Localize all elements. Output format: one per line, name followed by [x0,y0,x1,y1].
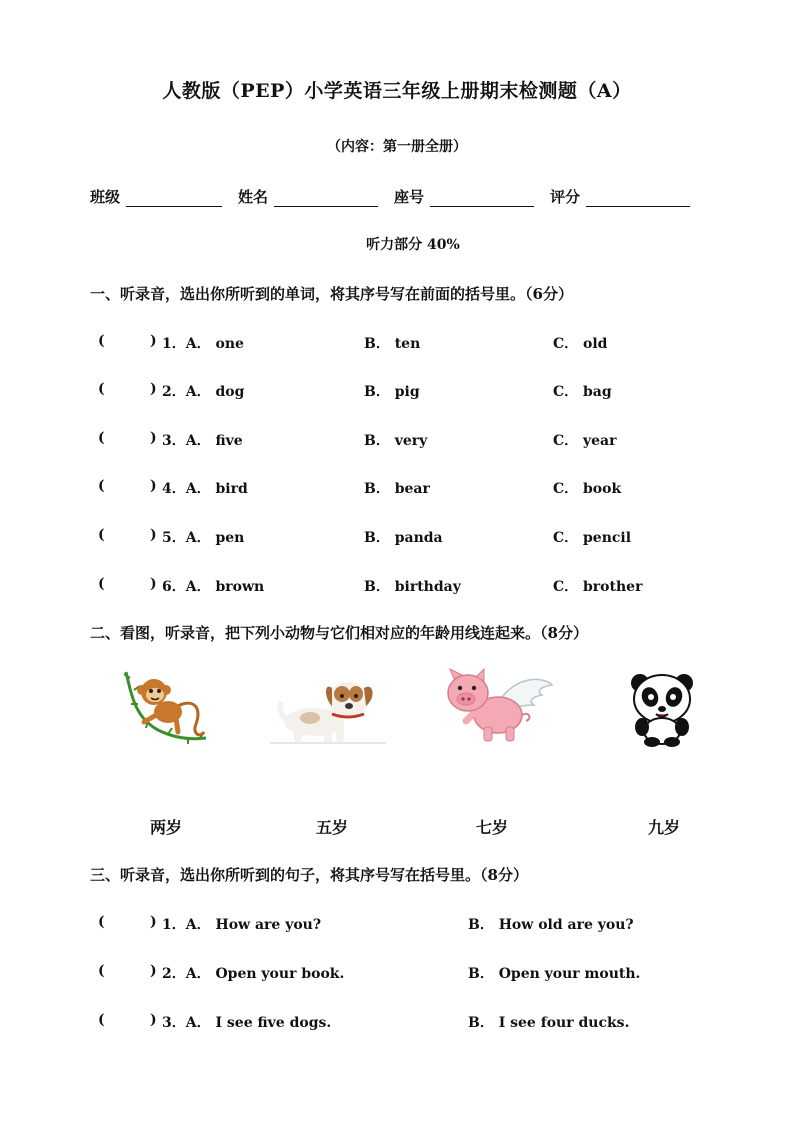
option-b: B． I see four ducks. [468,1015,630,1031]
option-a: 2．A． Open your book. [162,966,345,982]
option-c: C． bag [553,384,612,400]
option-a: 2．A． dog [162,384,245,400]
section3-heading: 三、听录音，选出你所听到的句子，将其序号写在括号里。（8分） [90,866,528,884]
option-a: 3．A． I see five dogs. [162,1015,332,1031]
name-label: 姓名 [238,188,269,206]
option-b: B． panda [364,530,443,546]
option-c: C． book [553,481,622,497]
section1-question [98,381,718,401]
option-a: 6．A． brown [162,579,265,595]
class-label: 班级 [90,188,121,206]
answer-paren-left[interactable]: ( [98,1012,105,1028]
answer-paren-left[interactable]: ( [98,576,105,592]
dog-icon [270,672,386,744]
page-subtitle: （内容：第一册全册） [327,139,467,155]
answer-paren-left[interactable]: ( [98,527,105,543]
option-c: C． old [553,336,608,352]
answer-paren-right: ) [150,1012,157,1028]
answer-paren-right: ) [150,430,157,446]
option-b: B． Open your mouth. [468,966,641,982]
option-a: 1．A． one [162,336,244,352]
section3-question [98,1012,718,1032]
option-c: C． brother [553,579,643,595]
option-a: 5．A． pen [162,530,245,546]
answer-paren-left[interactable]: ( [98,333,105,349]
monkey-icon [118,668,210,746]
panda-icon [626,671,698,747]
answer-paren-left[interactable]: ( [98,914,105,930]
section1-question [98,527,718,547]
answer-paren-right: ) [150,527,157,543]
pig-icon [440,667,554,743]
answer-paren-left[interactable]: ( [98,478,105,494]
score-blank[interactable] [586,190,690,207]
seat-label: 座号 [394,188,425,206]
seat-blank[interactable] [430,190,534,207]
section2-heading: 二、看图，听录音，把下列小动物与它们相对应的年龄用线连起来。（8分） [90,624,588,642]
answer-paren-right: ) [150,381,157,397]
class-blank[interactable] [126,190,222,207]
option-a: 3．A． five [162,433,243,449]
age-label: 两岁 [149,818,182,837]
section1-question [98,478,718,498]
age-label: 九岁 [647,818,680,837]
option-a: 1．A． How are you? [162,917,322,933]
answer-paren-right: ) [150,963,157,979]
option-c: C． pencil [553,530,632,546]
answer-paren-left[interactable]: ( [98,963,105,979]
section1-question [98,576,718,596]
section1-heading: 一、听录音，选出你所听到的单词，将其序号写在前面的括号里。（6分） [90,285,573,303]
answer-paren-right: ) [150,914,157,930]
option-b: B． very [364,433,428,449]
answer-paren-right: ) [150,333,157,349]
answer-paren-right: ) [150,576,157,592]
page-title: 人教版（PEP）小学英语三年级上册期末检测题（A） [162,80,632,102]
age-label: 五岁 [315,818,348,837]
answer-paren-left[interactable]: ( [98,381,105,397]
option-c: C． year [553,433,617,449]
score-label: 评分 [550,188,581,206]
age-label: 七岁 [475,818,508,837]
student-info-row [90,186,690,207]
option-b: B． bear [364,481,430,497]
section1-question [98,333,718,353]
section1-question [98,430,718,450]
option-b: B． pig [364,384,420,400]
listening-header: 听力部分 40% [366,237,460,253]
option-a: 4．A． bird [162,481,248,497]
option-b: B． How old are you? [468,917,634,933]
section3-question [98,963,718,983]
section3-question [98,914,718,934]
answer-paren-left[interactable]: ( [98,430,105,446]
option-b: B． ten [364,336,421,352]
option-b: B． birthday [364,579,461,595]
answer-paren-right: ) [150,478,157,494]
name-blank[interactable] [274,190,378,207]
